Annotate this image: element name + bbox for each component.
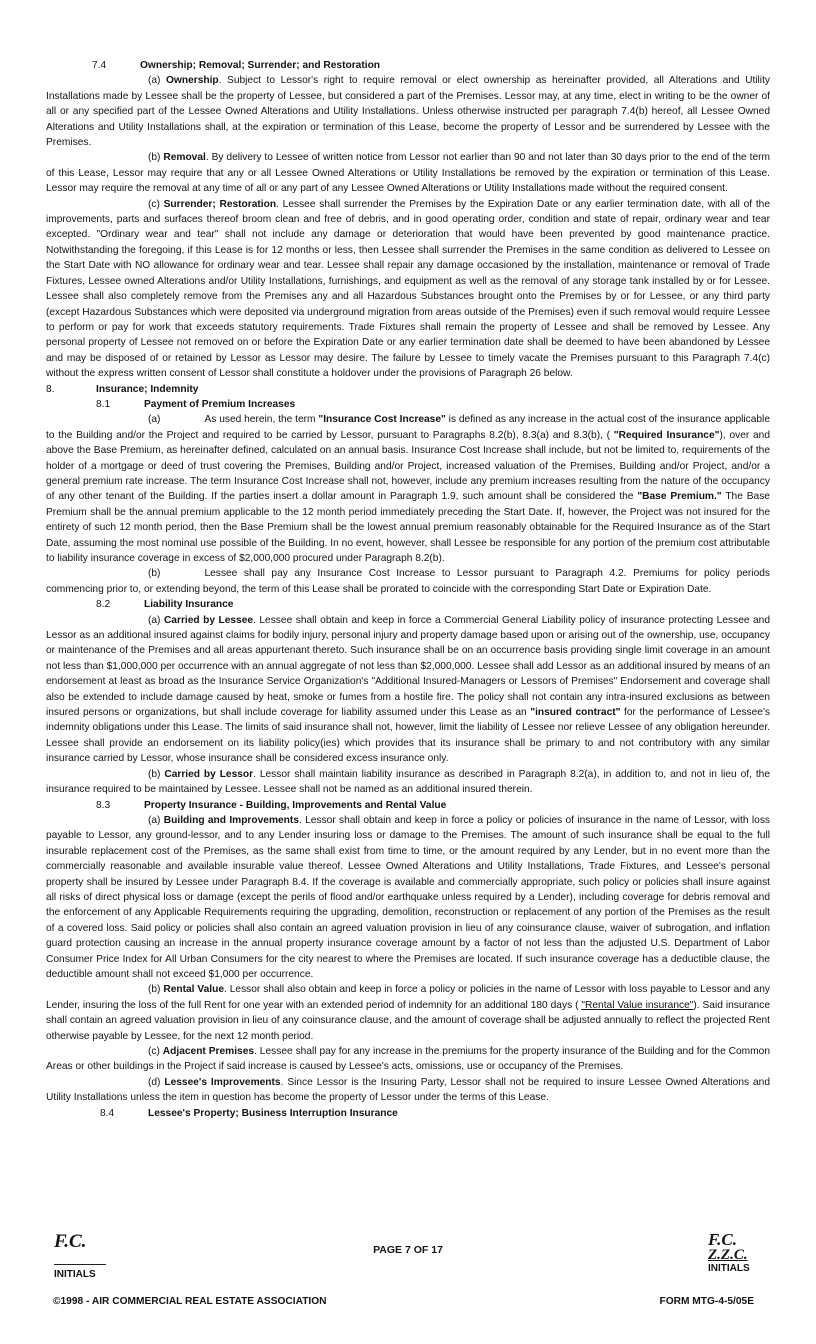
clause-8-3-b: (b) Rental Value. Lessor shall also obtain and keep in force a policy or policies in the name of Lessor with loss payable to Lessor and any Lender, insuring the loss of the full Rent for one year with an extended period of indemnity for an additional 180 days ( "Rental Value insurance"). Said insurance shall contain an agreed valuation provision in lieu of any coinsurance clause, and the amount of coverage shall be adjusted annually to reflect the projected Rent otherwise payable by Lessee, for the next 12 month period. <box>46 984 770 1042</box>
clause-7-4-c: (c) Surrender; Restoration. Lessee shall surrender the Premises by the Expiration Date or any earlier termination date, with all of the improvements, parts and surfaces thereof broom clean and free of debris, and in good operating order, condition and state of repair, ordinary wear and tear excepted. "Ordinary wear and tear" shall not include any damage or deterioration that would have been prevented by good maintenance practice. Notwithstanding the foregoing, if this Lease is for 12 months or less, then Lessee shall surrender the Premises in the same condition as delivered to Lessee on the Start Date with NO allowance for ordinary wear and tear. Lessee shall repair any damage occasioned by the installation, maintenance or removal of Trade Fixtures, Lessee owned Alterations and/or Utility Installations, furnishings, and equipment as well as the removal of any storage tank installed by or for Lessee. Lessee shall also completely remove from the Premises any and all Hazardous Substances brought onto the Premises by or for Lessee, or any third party (except Hazardous Substances which were deposited via underground migration from areas outside of the Premises) even if such removal would require Lessee to perform or pay for work that exceeds statutory requirements. Trade Fixtures shall remain the property of Lessee and shall be removed by Lessee. Any personal property of Lessee not removed on or before the Expiration Date or any earlier termination date shall be deemed to have been abandoned by Lessee and may be disposed of or retained by Lessor as Lessor may desire. The failure by Lessee to timely vacate the Premises pursuant to this Paragraph 7.4(c) without the express written consent of Lessor shall constitute a holdover under the provisions of Paragraph 26 below. <box>46 198 770 380</box>
section-number: 7.4 <box>92 60 107 71</box>
section-title: Lessee's Property; Business Interruption Insurance <box>148 1107 398 1119</box>
section-8-1-heading <box>46 397 770 412</box>
clause-8-2-a: (a) Carried by Lessee. Lessee shall obtain and keep in force a Commercial General Liability policy of insurance protecting Lessee and Lessor as an additional insured against claims for bodily injury, personal injury and property damage based upon or arising out of the ownership, use, occupancy or maintenance of the Premises and all areas appurtenant thereto. Such insurance shall be on an occurrence basis providing single limit coverage in an amount not less than $1,000,000 per occurrence with an annual aggregate of not less than $2,000,000. Lessee shall add Lessor as an additional insured by means of an endorsement at least as broad as the Insurance Service Organization's "Additional Insured-Managers or Lessors of Premises" Endorsement and coverage shall also be extended to include damage caused by heat, smoke or fumes from a hostile fire. The policy shall not contain any intra-insured exclusions as between insured persons or organizations, but shall include coverage for liability assumed under this Lease as an "insured contract" for the performance of Lessee's indemnity obligations under this Lease. The limits of said insurance shall not, however, limit the liability of Lessee nor relieve Lessee of any obligation hereunder. Lessee shall provide an endorsement on its liability policy(ies) which provides that its insurance shall be primary to and not contributory with any similar insurance carried by Lessor, whose insurance shall be considered excess insurance only. <box>46 614 771 765</box>
initials-line <box>54 1264 106 1265</box>
section-title: Ownership; Removal; Surrender; and Restoration <box>140 60 381 71</box>
section-number: 8.2 <box>96 599 111 611</box>
clause-8-3-a: (a) Building and Improvements. Lessor shall obtain and keep in force a policy or policies of insurance in the name of Lessor, with loss payable to Lessor, any ground-lessor, and to any Lender insuring loss or damage to the Premises. The amount of such insurance shall be equal to the full insurable replacement cost of the Premises, as the same shall exist from time to time, or the amount required by any Lender, but in no event more than the commercially reasonable and available insurable value thereof. Lessee Owned Alterations and Utility Installations, Trade Fixtures, and Lessee's personal property shall be insured by Lessee under Paragraph 8.4. If the coverage is available and commercially appropriate, such policy or policies shall insure against all risks of direct physical loss or damage (except the perils of flood and/or earthquake unless required by a Lender), including coverage for debris removal and the enforcement of any Applicable Requirements requiring the upgrading, demolition, reconstruction or replacement of any portion of the Premises as the result of a covered loss. Said policy or policies shall also contain an agreed valuation provision in lieu of any coinsurance clause, waiver of subrogation, and inflation guard protection causing an increase in the annual property insurance coverage amount by a factor of not less than the adjusted U.S. Department of Labor Consumer Price Index for All Urban Consumers for the city nearest to where the Premises are located. If such insurance coverage has a deductible clause, the deductible amount shall not exceed $1,000 per occurrence. <box>46 814 771 980</box>
page-number: PAGE 7 OF 17 <box>373 1244 443 1256</box>
initials-label: INITIALS <box>708 1263 750 1274</box>
page-footer <box>0 1232 816 1344</box>
lessee-initials-box <box>708 1232 764 1274</box>
copyright-notice: ©1998 - AIR COMMERCIAL REAL ESTATE ASSOCIATION <box>53 1296 327 1307</box>
section-title: Payment of Premium Increases <box>144 398 296 410</box>
clause-8-3-d: (d) Lessee's Improvements. Since Lessor is the Insuring Party, Lessor shall not be required to insure Lessee Owned Alterations and Utility Installations unless the item in question has become the property of Lessor under the terms of this Lease. <box>46 1076 771 1104</box>
section-title: Property Insurance - Building, Improvements and Rental Value <box>144 799 447 811</box>
handwritten-initials: F.C. <box>54 1231 87 1252</box>
section-7-4-heading <box>46 58 770 73</box>
clause-7-4-b: (b) Removal. By delivery to Lessee of written notice from Lessor not earlier than 90 and not later than 30 days prior to the end of the term of this Lease, Lessor may require that any or all Lessee Owned Alterations or Utility Installations be removed by the expiration or termination of this Lease. Lessor may require the removal at any time of all or any part of any Lessee Owned Alterations or Utility Installations made without the required consent. <box>46 152 770 195</box>
clause-8-2-b: (b) Carried by Lessor. Lessor shall maintain liability insurance as described in Paragraph 8.2(a), in addition to, and not in lieu of, the insurance required to be maintained by Lessee. Lessee shall not be named as an additional insured therein. <box>46 768 770 796</box>
section-8-heading <box>46 382 770 397</box>
section-number: 8.4 <box>100 1107 115 1119</box>
clause-8-1-a: (a) As used herein, the term "Insurance Cost Increase" is defined as any increase in the actual cost of the insurance applicable to the Building and/or the Project and required to be carried by Lessor, pursuant to Paragraphs 8.2(b), 8.3(a) and 8.3(b), ( "Required Insurance"), over and above the Base Premium, as hereinafter defined, calculated on an annual basis. Insurance Cost Increase shall include, but not be limited to, requirements of the holder of a mortgage or deed of trust covering the Premises, Building and/or Project, increased valuation of the Premises, Building and/or Project, and/or a general premium rate increase. The term Insurance Cost Increase shall not, however, include any premium increases resulting from the nature of the occupancy of any other tenant of the Building. If the parties insert a dollar amount in Paragraph 1.9, such amount shall be considered the "Base Premium." The Base Premium shall be the annual premium applicable to the 12 month period immediately preceding the Start Date. If, however, the Project was not insured for the entirety of such 12 month period, then the Base Premium shall be the lowest annual premium reasonably obtainable for the Required Insurance as of the Start Date, assuming the most nominal use possible of the Building. In no event, however, shall Lessee be responsible for any portion of the premium cost attributable to liability insurance coverage in excess of $2,000,000 procured under Paragraph 8.2(b). <box>46 414 770 564</box>
section-number: 8.3 <box>96 799 111 811</box>
section-number: 8. <box>46 383 55 395</box>
section-title: Insurance; Indemnity <box>96 383 199 395</box>
section-8-3-heading <box>46 798 770 813</box>
form-number: FORM MTG-4-5/05E <box>659 1296 754 1307</box>
clause-8-1-b: (b) Lessee shall pay any Insurance Cost Increase to Lessor pursuant to Paragraph 4.2. Premiums for policy periods commencing prior to, or extending beyond, the term of this Lease shall be prorated to coincide with the corresponding Start Date or Expiration Date. <box>46 568 770 595</box>
handwritten-initials-second: Z.Z.C. <box>708 1247 748 1263</box>
clause-8-3-c: (c) Adjacent Premises. Lessee shall pay for any increase in the premiums for the property insurance of the Building and for the Common Areas or other buildings in the Project if said increase is caused by Lessee's acts, omissions, use or occupancy of the Premises. <box>46 1046 770 1073</box>
lessor-initials-box <box>54 1232 106 1280</box>
section-number: 8.1 <box>96 398 111 410</box>
handwritten-initials: F.C. <box>708 1230 737 1249</box>
section-8-2-heading <box>46 597 770 612</box>
clause-7-4-a: (a) Ownership. Subject to Lessor's right to require removal or elect ownership as hereinafter provided, all Alterations and Utility Installations made by Lessee shall be the property of Lessee, but considered a part of the Premises. Lessor may, at any time, elect in writing to be the owner of all or any specified part of the Lessee Owned Alterations and Utility Installations. Unless otherwise instructed per paragraph 7.4(b) hereof, all Lessee Owned Alterations and Utility Installations shall, at the expiration or termination of this Lease, become the property of Lessor and be surrendered by Lessee with the Premises. <box>46 75 770 149</box>
document-body <box>46 58 770 1121</box>
section-title: Liability Insurance <box>144 599 234 611</box>
section-8-4-heading <box>46 1106 770 1121</box>
initials-label: INITIALS <box>54 1269 96 1280</box>
